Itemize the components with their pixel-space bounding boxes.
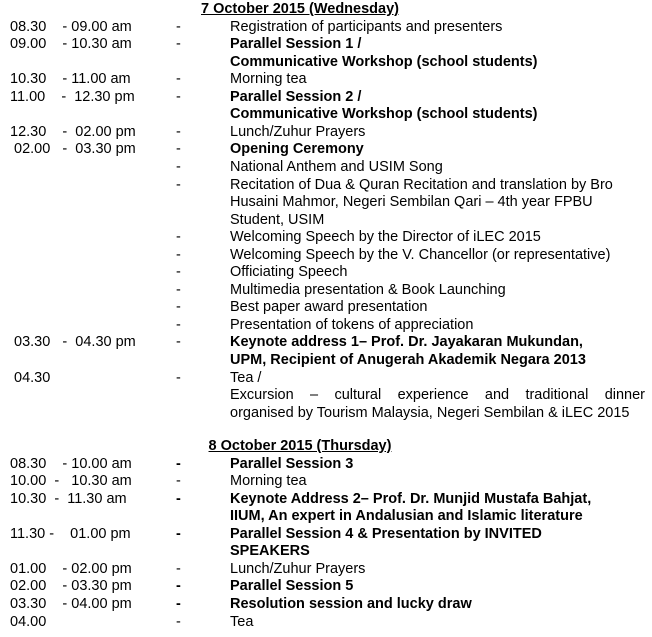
schedule-row — [0, 473, 652, 491]
event-text-line: Communicative Workshop (school students) — [230, 53, 538, 70]
schedule-row — [0, 456, 652, 474]
event-text-line: Welcoming Speech by the V. Chancellor (or representative) — [230, 246, 611, 263]
event-description — [230, 89, 645, 124]
schedule-row — [0, 19, 652, 37]
dash-separator: - — [176, 141, 181, 158]
schedule-row — [0, 614, 652, 632]
dash-separator: - — [176, 281, 181, 298]
schedule-row — [0, 159, 652, 177]
dash-separator: - — [176, 123, 181, 140]
schedule-row — [0, 282, 652, 300]
time-slot: 03.30 - 04.30 pm — [10, 334, 136, 351]
schedule-row — [0, 491, 652, 526]
event-text-line: Husaini Mahmor, Negeri Sembilan Qari – 4th year FPBU — [230, 194, 593, 210]
dash-separator: - — [176, 525, 181, 542]
event-text-line: Morning tea — [230, 71, 307, 88]
event-text-line: Parallel Session 3 — [230, 455, 354, 472]
time-slot: 01.00 - 02.00 pm — [10, 560, 132, 577]
event-description — [230, 141, 645, 159]
time-slot: 04.30 — [10, 369, 51, 386]
dash-separator: - — [176, 560, 181, 577]
dash-separator: - — [176, 176, 181, 193]
event-text-line: Opening Ceremony — [230, 141, 364, 158]
event-description — [230, 19, 645, 37]
event-description — [230, 71, 645, 89]
dash-separator: - — [176, 246, 181, 263]
event-description — [230, 282, 645, 300]
dash-separator: - — [176, 490, 181, 507]
event-text-line: UPM, Recipient of Anugerah Akademik Negara 2013 — [230, 351, 586, 368]
event-text-line: Tea — [230, 613, 254, 630]
event-description — [230, 491, 645, 526]
schedule-row — [0, 36, 652, 71]
time-slot: 08.30 - 10.00 am — [10, 455, 132, 472]
schedule-row — [0, 561, 652, 579]
schedule-row — [0, 177, 652, 230]
dash-separator: - — [176, 88, 181, 105]
dash-separator: - — [176, 229, 181, 246]
time-slot: 11.00 - 12.30 pm — [10, 88, 135, 105]
event-description — [230, 177, 645, 230]
dash-separator: - — [176, 158, 181, 175]
event-text-line: Registration of participants and presenters — [230, 18, 503, 35]
time-slot: 10.30 - 11.30 am — [10, 490, 127, 507]
dash-separator: - — [176, 18, 181, 35]
event-text-line: IIUM, An expert in Andalusian and Islamic literature — [230, 508, 583, 525]
event-description — [230, 456, 645, 474]
event-text-line: organised by Tourism Malaysia, Negeri Sembilan & iLEC 2015 — [230, 404, 630, 421]
schedule-row — [0, 247, 652, 265]
event-description — [230, 614, 645, 632]
time-slot: 03.30 - 04.00 pm — [10, 595, 132, 612]
day-header: 8 October 2015 (Thursday) — [208, 438, 392, 454]
schedule-row — [0, 89, 652, 124]
day-header: 7 October 2015 (Wednesday) — [201, 1, 399, 17]
event-text-line: Officiating Speech — [230, 264, 348, 281]
time-slot: 10.30 - 11.00 am — [10, 71, 131, 88]
event-description — [230, 578, 645, 596]
dash-separator: - — [176, 455, 181, 472]
schedule-row — [0, 317, 652, 335]
event-description — [230, 526, 645, 561]
event-text-line: Welcoming Speech by the Director of iLEC 2015 — [230, 229, 541, 246]
dash-separator: - — [176, 71, 181, 88]
event-text-line: Lunch/Zuhur Prayers — [230, 560, 366, 577]
event-text-line: Recitation of Dua & Quran Recitation and translation by Bro — [230, 176, 613, 193]
event-text-line: Parallel Session 4 & Presentation by INVITED — [230, 525, 542, 542]
event-text-line: Keynote address 1– Prof. Dr. Jayakaran Mukundan, — [230, 334, 583, 351]
time-slot: 02.00 - 03.30 pm — [10, 141, 136, 158]
schedule-row — [0, 578, 652, 596]
time-slot: 08.30 - 09.00 am — [10, 18, 132, 35]
dash-separator: - — [176, 473, 181, 490]
dash-separator: - — [176, 264, 181, 281]
event-text-line: Tea / — [230, 369, 262, 386]
time-slot: 12.30 - 02.00 pm — [10, 123, 136, 140]
schedule-row — [0, 141, 652, 159]
schedule-row — [0, 264, 652, 282]
event-description — [230, 264, 645, 282]
event-text-line: Keynote Address 2– Prof. Dr. Munjid Mustafa Bahjat, — [230, 490, 592, 507]
event-description — [230, 334, 645, 369]
schedule-row — [0, 370, 652, 423]
event-text-line: Excursion – cultural experience and traditional dinner — [230, 387, 645, 404]
event-text-line: SPEAKERS — [230, 543, 310, 560]
event-description — [230, 247, 645, 265]
event-text-line: Multimedia presentation & Book Launching — [230, 281, 506, 298]
event-text-line: Student, USIM — [230, 211, 325, 228]
event-description — [230, 159, 645, 177]
event-text-line: Parallel Session 1 / — [230, 36, 362, 53]
schedule-row — [0, 124, 652, 142]
time-slot: 10.00 - 10.30 am — [10, 473, 132, 490]
event-description — [230, 124, 645, 142]
event-text-line: Morning tea — [230, 473, 307, 490]
time-slot: 02.00 - 03.30 pm — [10, 578, 132, 595]
event-text-line: Resolution session and lucky draw — [230, 595, 472, 612]
schedule-row — [0, 229, 652, 247]
event-text-line: Lunch/Zuhur Prayers — [230, 123, 366, 140]
event-description — [230, 596, 645, 614]
event-description — [230, 473, 645, 491]
dash-separator: - — [176, 578, 181, 595]
schedule-row — [0, 526, 652, 561]
dash-separator: - — [176, 595, 181, 612]
event-text-line: Parallel Session 5 — [230, 578, 354, 595]
event-description — [230, 299, 645, 317]
dash-separator: - — [176, 316, 181, 333]
schedule-row — [0, 334, 652, 369]
schedule-row — [0, 299, 652, 317]
event-text-line: National Anthem and USIM Song — [230, 158, 443, 175]
event-text-line: Presentation of tokens of appreciation — [230, 316, 474, 333]
event-description — [230, 229, 645, 247]
dash-separator: - — [176, 369, 181, 386]
event-text-line: Communicative Workshop (school students) — [230, 106, 538, 123]
time-slot: 09.00 - 10.30 am — [10, 36, 132, 53]
dash-separator: - — [176, 299, 181, 316]
time-slot: 04.00 — [10, 613, 47, 630]
schedule-row — [0, 71, 652, 89]
event-description — [230, 36, 645, 71]
event-description — [230, 370, 645, 423]
dash-separator: - — [176, 613, 181, 630]
schedule-row — [0, 596, 652, 614]
event-text-line: Parallel Session 2 / — [230, 88, 362, 105]
dash-separator: - — [176, 334, 181, 351]
dash-separator: - — [176, 36, 181, 53]
event-description — [230, 317, 645, 335]
event-text-line: Best paper award presentation — [230, 299, 428, 316]
time-slot: 11.30 - 01.00 pm — [10, 525, 131, 542]
event-description — [230, 561, 645, 579]
